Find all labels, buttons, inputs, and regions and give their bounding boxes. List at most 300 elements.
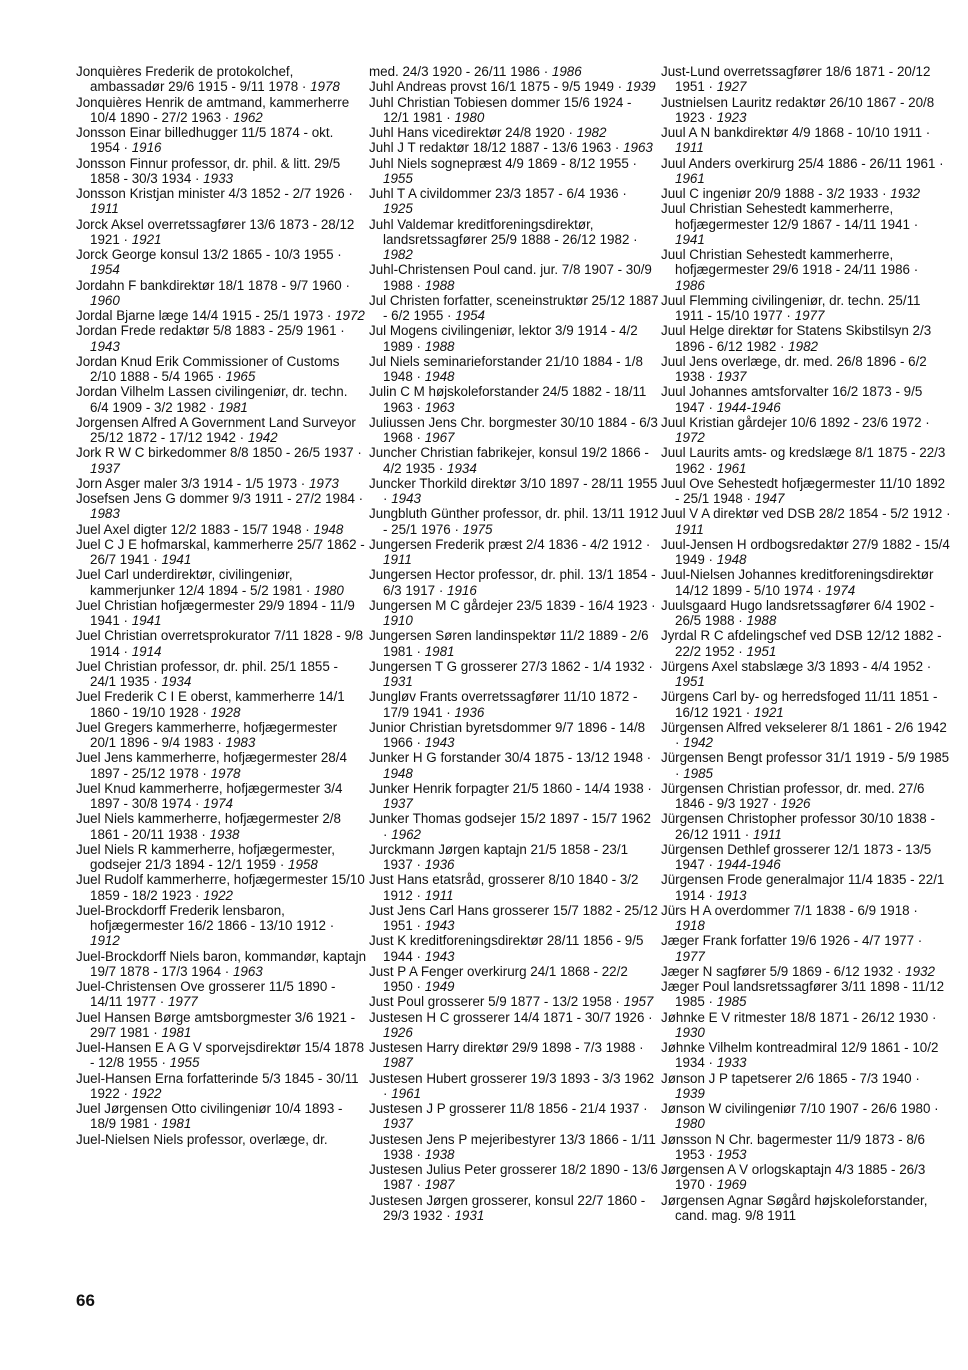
index-entry <box>661 64 951 95</box>
entry-text: Juhl Christian Tobiesen dommer 15/6 1924 - 12/1 1981 · <box>369 94 632 125</box>
index-entry <box>76 308 366 323</box>
index-entry <box>661 506 951 537</box>
entry-year: 1961 <box>675 170 705 186</box>
entry-text: Jorn Asger maler 3/3 1914 - 1/5 1973 · <box>76 475 309 491</box>
index-entry <box>369 750 659 781</box>
index-entry <box>76 842 366 873</box>
index-entry <box>76 811 366 842</box>
entry-year: 1963 <box>623 140 653 156</box>
entry-year: 1983 <box>225 735 256 750</box>
entry-text: Jæger Poul landsretssagfører 3/11 1898 - 11/12 1985 · <box>661 979 945 1010</box>
index-entry <box>661 659 951 690</box>
entry-text: Jungersen Søren landinspektør 11/2 1889 - 2/6 1981 · <box>369 628 649 659</box>
index-entry <box>661 781 951 812</box>
entry-year: 1936 <box>454 704 485 720</box>
index-entry <box>76 1101 366 1132</box>
index-entry <box>661 979 951 1010</box>
index-entry <box>369 537 659 568</box>
entry-text: Jungbluth Günther professor, dr. phil. 13/11 1912 - 25/1 1976 · <box>369 506 659 537</box>
index-entry <box>369 1101 659 1132</box>
entry-year: 1914 <box>131 643 162 659</box>
index-entry <box>661 323 951 354</box>
entry-text: Juul Jens overlæge, dr. med. 26/8 1896 - 6/2 1938 · <box>661 353 927 384</box>
entry-text: Just P A Fenger overkirurg 24/1 1868 - 22/2 1950 · <box>369 963 628 994</box>
index-entry <box>661 1010 951 1041</box>
index-entry <box>661 1193 951 1224</box>
entry-year: 1923 <box>716 109 747 125</box>
entry-year: 1941 <box>131 613 162 628</box>
entry-year: 1926 <box>383 1024 413 1040</box>
entry-text: Jordahn F bankdirektør 18/1 1878 - 9/7 1960 · <box>76 277 350 293</box>
entry-text: Juel Niels kammerherre, hofjægermester 2/8 1861 - 20/11 1938 · <box>76 811 341 842</box>
index-entry <box>76 247 366 278</box>
entry-text: Juul C ingeniør 20/9 1888 - 3/2 1933 · <box>661 186 891 201</box>
entry-year: 1911 <box>383 552 412 567</box>
entry-text: Julin C M højskoleforstander 24/5 1882 - 18/11 1963 · <box>369 384 647 415</box>
entry-text: Jøhnke E V ritmester 18/8 1871 - 26/12 1930 · <box>661 1009 937 1025</box>
entry-text: Juel Christian hofjægermester 29/9 1894 - 11/9 1941 · <box>76 597 355 628</box>
index-entry <box>76 323 366 354</box>
index-entry <box>661 750 951 781</box>
entry-year: 1939 <box>625 79 656 95</box>
entry-text: Jonquières Frederik de protokolchef, ambassadør 29/6 1915 - 9/11 1978 · <box>76 64 311 95</box>
index-entry <box>76 278 366 309</box>
entry-text: Juel Axel digter 12/2 1883 - 15/7 1948 · <box>76 521 314 537</box>
entry-year: 1961 <box>716 460 747 476</box>
entry-text: Junker H G forstander 30/4 1875 - 13/12 1948 · <box>369 750 652 766</box>
entry-year: 1921 <box>131 231 162 247</box>
entry-year: 1947 <box>754 491 785 506</box>
entry-year: 1988 <box>746 613 777 628</box>
entry-year: 1916 <box>447 582 477 598</box>
entry-text: Justesen Hubert grosserer 19/3 1893 - 3/3 1962 · <box>369 1070 655 1101</box>
entry-text: Jonsson Einar billedhugger 11/5 1874 - okt. 1954 · <box>76 125 334 156</box>
entry-text: Jungersen Frederik præst 2/4 1836 - 4/2 1912 · <box>369 536 651 552</box>
entry-text: Jonsson Finnur professor, dr. phil. & litt. 29/5 1858 - 30/3 1934 · <box>76 155 341 186</box>
entry-year: 1982 <box>383 247 413 262</box>
index-entry <box>661 1162 951 1193</box>
entry-text: Juhl T A civildommer 23/3 1857 - 6/4 1936 · <box>369 186 627 201</box>
index-entry <box>76 750 366 781</box>
index-entry <box>369 628 659 659</box>
index-entry <box>369 994 659 1009</box>
entry-text: Jurckmann Jørgen kaptajn 21/5 1858 - 23/1 1937 · <box>369 841 629 872</box>
index-entry <box>369 567 659 598</box>
entry-text: Jürgens Axel stabslæge 3/3 1893 - 4/4 1952 · <box>661 658 932 674</box>
entry-year: 1954 <box>455 308 486 323</box>
index-entry <box>76 384 366 415</box>
index-entry <box>369 1010 659 1041</box>
entry-text: Juul V A direktør ved DSB 28/2 1854 - 5/2 1912 · <box>661 506 951 522</box>
entry-year: 1948 <box>716 552 747 567</box>
entry-year: 1978 <box>310 79 340 95</box>
entry-text: Juel Christian professor, dr. phil. 25/1 1855 - 24/1 1935 · <box>76 658 339 689</box>
index-entry <box>76 522 366 537</box>
entry-year: 1982 <box>576 125 607 140</box>
index-entry <box>661 201 951 247</box>
entry-year: 1951 <box>675 674 705 689</box>
entry-text: Justesen H C grosserer 14/4 1871 - 30/7 1926 · <box>369 1009 653 1025</box>
entry-year: 1963 <box>424 399 455 415</box>
entry-year: 1980 <box>454 109 485 125</box>
index-entry <box>661 567 951 598</box>
entry-text: Juncker Thorkild direktør 3/10 1897 - 28/11 1955 · <box>369 475 658 506</box>
entry-year: 1931 <box>454 1207 485 1223</box>
entry-text: Juhl-Christensen Poul cand. jur. 7/8 1907 - 30/9 1988 · <box>369 262 652 293</box>
entry-text: Jønson W civilingeniør 7/10 1907 - 26/6 1980 · <box>661 1101 939 1116</box>
index-entry <box>661 247 951 293</box>
entry-text: Jøhnke Vilhelm kontreadmiral 12/9 1861 - 10/2 1934 · <box>661 1040 939 1071</box>
index-entry <box>76 1040 366 1071</box>
entry-year: 1943 <box>424 735 455 750</box>
entry-year: 1977 <box>675 948 705 964</box>
index-entry <box>76 1010 366 1041</box>
entry-text: Juel Jørgensen Otto civilingeniør 10/4 1893 - 18/9 1981 · <box>76 1101 343 1132</box>
entry-year: 1972 <box>335 308 365 323</box>
entry-year: 1911 <box>675 521 704 537</box>
entry-text: Jorck Aksel overretssagfører 13/6 1873 - 28/12 1921 · <box>76 216 355 247</box>
entry-text: Jæger Frank forfatter 19/6 1926 - 4/7 1977 · <box>661 933 923 949</box>
index-entry <box>661 933 951 964</box>
entry-year: 1985 <box>716 994 747 1010</box>
entry-year: 1933 <box>203 170 233 186</box>
entry-text: Juel Knud kammerherre, hofjægermester 3/4 1897 - 30/8 1974 · <box>76 780 343 811</box>
entry-year: 1941 <box>675 231 705 247</box>
entry-text: Juel Jens kammerherre, hofjægermester 28/4 1897 - 25/12 1978 · <box>76 750 347 781</box>
entry-text: Junker Thomas godsejer 15/2 1897 - 15/7 1962 · <box>369 811 651 842</box>
entry-year: 1937 <box>90 460 120 476</box>
index-entry <box>369 842 659 873</box>
entry-text: Jürgensen Alfred vekselerer 8/1 1861 - 2/6 1942 · <box>661 719 947 750</box>
entry-text: Juel Niels R kammerherre, hofjægermester, godsejer 21/3 1894 - 12/1 1959 · <box>76 841 335 872</box>
entry-year: 1988 <box>424 277 455 293</box>
entry-text: Justesen Jørgen grosserer, konsul 22/7 1860 - 29/3 1932 · <box>369 1192 646 1223</box>
entry-text: Junker Henrik forpagter 21/5 1860 - 14/4 1938 · <box>369 780 652 796</box>
index-entry <box>76 156 366 187</box>
entry-text: Jürgensen Dethlef grosserer 12/1 1873 - 13/5 1947 · <box>661 841 932 872</box>
index-entry <box>661 384 951 415</box>
entry-year: 1943 <box>391 491 421 506</box>
entry-year: 1943 <box>424 948 455 964</box>
entry-year: 1980 <box>675 1116 705 1132</box>
index-entry <box>76 949 366 980</box>
index-entry <box>369 186 659 217</box>
entry-year: 1981 <box>424 643 455 659</box>
entry-text: Jork R W C birkedommer 8/8 1850 - 26/5 1937 · <box>76 445 362 461</box>
entry-year: 1932 <box>905 963 935 979</box>
index-entry <box>369 598 659 629</box>
entry-year: 1930 <box>675 1024 705 1040</box>
index-entry <box>369 1162 659 1193</box>
index-entry <box>76 217 366 248</box>
index-entry <box>76 689 366 720</box>
index-entry <box>369 811 659 842</box>
entry-year: 1937 <box>716 369 747 384</box>
index-entry <box>661 95 951 126</box>
entry-text: Jønson J P tapetserer 2/6 1865 - 7/3 1940 · <box>661 1070 920 1086</box>
entry-text: Jul Mogens civilingeniør, lektor 3/9 1914 - 4/2 1989 · <box>369 323 638 354</box>
entry-text: Josefsen Jens G dommer 9/3 1911 - 27/2 1984 · <box>76 491 364 506</box>
entry-year: 1975 <box>462 521 493 537</box>
index-entry <box>76 125 366 156</box>
entry-year: 1983 <box>90 506 120 522</box>
entry-text: Jonquières Henrik de amtmand, kammerherre 10/4 1890 - 27/2 1963 · <box>76 94 350 125</box>
entry-year: 1948 <box>424 369 455 384</box>
page-number: 66 <box>76 1291 95 1310</box>
entry-year: 1916 <box>131 140 162 156</box>
index-entry <box>369 415 659 446</box>
index-entry <box>661 476 951 507</box>
index-entry <box>661 811 951 842</box>
entry-year: 1978 <box>210 765 241 781</box>
entry-year: 1911 <box>752 826 782 842</box>
entry-year: 1941 <box>161 552 192 567</box>
entry-text: Jürgens Carl by- og herredsfoged 11/11 1851 - 16/12 1921 · <box>661 689 938 720</box>
entry-year: 1933 <box>716 1055 747 1071</box>
entry-year: 1936 <box>424 857 455 872</box>
index-entry <box>661 1071 951 1102</box>
entry-text: Juhl Hans vicedirektør 24/8 1920 · <box>369 125 577 140</box>
entry-text: Justnielsen Lauritz redaktør 26/10 1867 - 20/8 1923 · <box>661 94 935 125</box>
entry-year: 1974 <box>825 582 856 598</box>
entry-text: Juel Christian overretsprokurator 7/11 1828 - 9/8 1914 · <box>76 628 364 659</box>
entry-year: 1958 <box>288 857 318 872</box>
entry-year: 1943 <box>90 338 120 354</box>
index-entry <box>369 689 659 720</box>
entry-text: Juhl Niels sognepræst 4/9 1869 - 8/12 1955 · <box>369 155 637 171</box>
index-entry <box>369 445 659 476</box>
entry-year: 1943 <box>424 918 455 933</box>
entry-text: Juhl J T redaktør 18/12 1887 - 13/6 1963 · <box>369 140 624 156</box>
entry-year: 1922 <box>131 1085 162 1101</box>
entry-year: 1948 <box>383 765 413 781</box>
index-entry <box>76 1071 366 1102</box>
entry-text: Jordan Knud Erik Commissioner of Customs 2/10 1888 - 5/4 1965 · <box>76 353 340 384</box>
entry-text: Junior Christian byretsdommer 9/7 1896 - 14/8 1966 · <box>369 719 646 750</box>
index-entry <box>369 506 659 537</box>
entry-year: 1938 <box>209 826 240 842</box>
index-entry <box>661 1132 951 1163</box>
entry-year: 1927 <box>716 79 747 95</box>
index-entry <box>661 903 951 934</box>
index-entry <box>369 354 659 385</box>
index-entry <box>369 217 659 263</box>
index-entry <box>369 384 659 415</box>
entry-text: Jungersen M C gårdejer 23/5 1839 - 16/4 1923 · <box>369 597 656 613</box>
entry-year: 1911 <box>90 201 119 217</box>
index-entry <box>369 781 659 812</box>
index-entry <box>661 964 951 979</box>
entry-text: Juel-Nielsen Niels professor, overlæge, dr. <box>76 1131 328 1147</box>
entry-year: 1987 <box>424 1177 455 1193</box>
entry-text: Jorgensen Alfred A Government Land Surveyor 25/12 1872 - 17/12 1942 · <box>76 414 356 445</box>
entry-text: Juul Helge direktør for Statens Skibstilsyn 2/3 1896 - 6/12 1982 · <box>661 323 932 354</box>
entry-year: 1981 <box>161 1024 192 1040</box>
entry-text: Just K kreditforeningsdirektør 28/11 1856 - 9/5 1944 · <box>369 933 644 964</box>
entry-year: 1911 <box>424 887 454 903</box>
index-entry <box>661 445 951 476</box>
entry-text: Jul Niels seminarieforstander 21/10 1884 - 1/8 1948 · <box>369 353 643 384</box>
entry-text: Jæger N sagfører 5/9 1869 - 6/12 1932 · <box>661 963 906 979</box>
index-entry <box>76 720 366 751</box>
entry-year: 1949 <box>424 979 455 994</box>
index-entry <box>76 659 366 690</box>
entry-year: 1988 <box>424 338 455 354</box>
index-entry <box>369 872 659 903</box>
entry-year: 1921 <box>753 704 784 720</box>
entry-text: Juul Johannes amtsforvalter 16/2 1873 - 9/5 1947 · <box>661 384 923 415</box>
entry-text: Jungersen Hector professor, dr. phil. 13/1 1854 - 6/3 1917 · <box>369 567 656 598</box>
entry-year: 1981 <box>161 1116 192 1132</box>
entry-year: 1961 <box>391 1085 421 1101</box>
entry-text: Jungløv Frants overretssagfører 11/10 1872 - 17/9 1941 · <box>369 689 638 720</box>
entry-text: med. 24/3 1920 - 26/11 1986 · <box>369 64 552 79</box>
index-entry <box>661 1040 951 1071</box>
index-entry <box>76 491 366 522</box>
entry-text: Juel Carl underdirektør, civilingeniør, kammerjunker 12/4 1894 - 5/2 1981 · <box>76 567 315 598</box>
index-entry <box>661 156 951 187</box>
entry-year: 1972 <box>675 430 705 445</box>
entry-text: Juel Hansen Børge amtsborgmester 3/6 1921 - 29/7 1981 · <box>76 1009 356 1040</box>
index-entry <box>661 1101 951 1132</box>
entry-text: Juul Flemming civilingeniør, dr. techn. 25/11 1911 - 15/10 1977 · <box>661 292 921 323</box>
entry-year: 1953 <box>716 1146 747 1162</box>
entry-text: Juul Christian Sehestedt kammerherre, hofjægermester 12/9 1867 - 14/11 1941 · <box>661 201 919 232</box>
entry-year: 1985 <box>683 765 713 781</box>
entry-text: Juul Christian Sehestedt kammerherre, hofjægermester 29/6 1918 - 24/11 1986 · <box>661 247 919 278</box>
entry-year: 1974 <box>203 796 233 811</box>
entry-year: 1912 <box>90 933 120 949</box>
index-entry <box>369 1193 659 1224</box>
entry-year: 1948 <box>313 521 344 537</box>
entry-year: 1967 <box>424 430 455 445</box>
entry-text: Just Jens Carl Hans grosserer 15/7 1882 - 25/12 1951 · <box>369 902 658 933</box>
entry-text: Jürgensen Bengt professor 31/1 1919 - 5/9 1985 · <box>661 750 950 781</box>
entry-year: 1937 <box>383 1116 413 1132</box>
entry-text: Just Poul grosserer 5/9 1877 - 13/2 1958 · <box>369 994 624 1010</box>
index-column-3 <box>661 64 951 1223</box>
entry-text: Just Hans etatsråd, grosserer 8/10 1840 - 3/2 1912 · <box>369 872 639 903</box>
entry-text: Jürs H A overdommer 7/1 1838 - 6/9 1918 · <box>661 902 918 918</box>
index-entry <box>76 476 366 491</box>
entry-text: Juhl Andreas provst 16/1 1875 - 9/5 1949 · <box>369 79 626 95</box>
index-entry <box>76 628 366 659</box>
entry-text: Juul Kristian gårdejer 10/6 1892 - 23/6 1972 · <box>661 414 930 430</box>
entry-year: 1926 <box>780 796 811 811</box>
index-entry <box>369 95 659 126</box>
index-entry <box>369 1040 659 1071</box>
entry-text: Jørgensen Agnar Søgård højskoleforstander, cand. mag. 9/8 1911 <box>661 1192 928 1223</box>
entry-text: Jordal Bjarne læge 14/4 1915 - 25/1 1973 · <box>76 308 336 323</box>
entry-text: Jürgensen Christian professor, dr. med. 27/6 1846 - 9/3 1927 · <box>661 780 925 811</box>
entry-text: Juul Laurits amts- og kredslæge 8/1 1875 - 22/3 1962 · <box>661 445 946 476</box>
index-entry <box>76 567 366 598</box>
entry-year: 1922 <box>203 887 233 903</box>
entry-text: Juel Frederik C I E oberst, kammerherre 14/1 1860 - 19/10 1928 · <box>76 689 345 720</box>
index-entry <box>661 415 951 446</box>
entry-text: Jørgensen A V orlogskaptajn 4/3 1885 - 26/3 1970 · <box>661 1162 926 1193</box>
index-entry <box>76 979 366 1010</box>
entry-year: 1955 <box>169 1055 200 1071</box>
index-entry <box>661 598 951 629</box>
entry-year: 1942 <box>683 735 713 750</box>
entry-text: Jürgensen Frode generalmajor 11/4 1835 - 22/1 1914 · <box>661 872 945 903</box>
index-entry <box>661 842 951 873</box>
index-entry <box>369 476 659 507</box>
entry-text: Juliussen Jens Chr. borgmester 30/10 1884 - 6/3 1968 · <box>369 414 658 445</box>
entry-text: Jul Christen forfatter, sceneinstruktør 25/12 1887 - 6/2 1955 · <box>369 292 659 323</box>
entry-text: Justesen Harry direktør 29/9 1898 - 7/3 1988 · <box>369 1040 644 1055</box>
index-entry <box>76 445 366 476</box>
index-entry <box>661 125 951 156</box>
entry-text: Juel-Christensen Ove grosserer 11/5 1890 - 14/11 1977 · <box>76 979 336 1010</box>
entry-year: 1944-1946 <box>716 857 781 872</box>
entry-year: 1932 <box>890 186 921 201</box>
entry-year: 1910 <box>383 613 413 628</box>
entry-year: 1963 <box>232 963 263 979</box>
entry-year: 1954 <box>90 262 120 278</box>
entry-text: Juul A N bankdirektør 4/9 1868 - 10/10 1911 · <box>661 125 931 140</box>
entry-text: Just-Lund overretssagfører 18/6 1871 - 20/12 1951 · <box>661 64 931 95</box>
index-entry <box>369 933 659 964</box>
entry-text: Juncher Christian fabrikejer, konsul 19/2 1866 - 4/2 1935 · <box>369 445 649 476</box>
entry-text: Juel-Brockdorff Frederik lensbaron, hofjægermester 16/2 1866 - 13/10 1912 · <box>76 902 335 933</box>
index-entry <box>369 903 659 934</box>
index-entry <box>661 293 951 324</box>
entry-text: Juulsgaard Hugo landsretssagfører 6/4 1902 - 26/5 1988 · <box>661 597 935 628</box>
index-entry <box>369 140 659 155</box>
index-entry <box>661 537 951 568</box>
index-entry <box>369 156 659 187</box>
entry-year: 1977 <box>794 308 825 323</box>
index-entry <box>76 537 366 568</box>
entry-text: Juul-Nielsen Johannes kreditforeningsdirektør 14/12 1899 - 5/10 1974 · <box>661 567 934 598</box>
index-column-1 <box>76 64 366 1147</box>
entry-year: 1911 <box>675 140 704 156</box>
entry-text: Justesen J P grosserer 11/8 1856 - 21/4 1937 · <box>369 1101 648 1116</box>
entry-text: Justesen Julius Peter grosserer 18/2 1890 - 13/6 1987 · <box>369 1162 658 1193</box>
index-entry <box>661 720 951 751</box>
entry-text: Justesen Jens P mejeribestyrer 13/3 1866 - 1/11 1938 · <box>369 1131 656 1162</box>
entry-year: 1987 <box>383 1055 413 1071</box>
entry-year: 1937 <box>383 796 413 811</box>
entry-year: 1960 <box>90 292 120 308</box>
entry-text: Juel-Brockdorff Niels baron, kommandør, kaptajn 19/7 1878 - 17/3 1964 · <box>76 948 367 979</box>
index-entry <box>369 964 659 995</box>
entry-year: 1942 <box>247 430 278 445</box>
entry-text: Jonsson Kristjan minister 4/3 1852 - 2/7 1926 · <box>76 186 353 201</box>
index-entry <box>76 186 366 217</box>
index-entry <box>369 1071 659 1102</box>
index-entry <box>76 64 366 95</box>
entry-year: 1981 <box>218 399 248 415</box>
entry-text: Jyrdal R C afdelingschef ved DSB 12/12 1882 - 22/2 1952 · <box>661 628 942 659</box>
index-entry <box>369 293 659 324</box>
index-entry <box>369 79 659 94</box>
entry-year: 1962 <box>391 826 421 842</box>
index-entry <box>369 720 659 751</box>
entry-text: Jønsson N Chr. bagermester 11/9 1873 - 8/6 1953 · <box>661 1131 925 1162</box>
entry-year: 1962 <box>232 109 263 125</box>
index-entry <box>76 903 366 949</box>
entry-text: Juel-Hansen E A G V sporvejsdirektør 15/4 1878 - 12/8 1955 · <box>76 1040 365 1071</box>
entry-text: Juul Anders overkirurg 25/4 1886 - 26/11 1961 · <box>661 155 944 171</box>
index-entry <box>76 95 366 126</box>
entry-year: 1925 <box>383 201 413 217</box>
entry-year: 1931 <box>383 674 413 689</box>
index-entry <box>76 354 366 385</box>
index-entry <box>661 689 951 720</box>
